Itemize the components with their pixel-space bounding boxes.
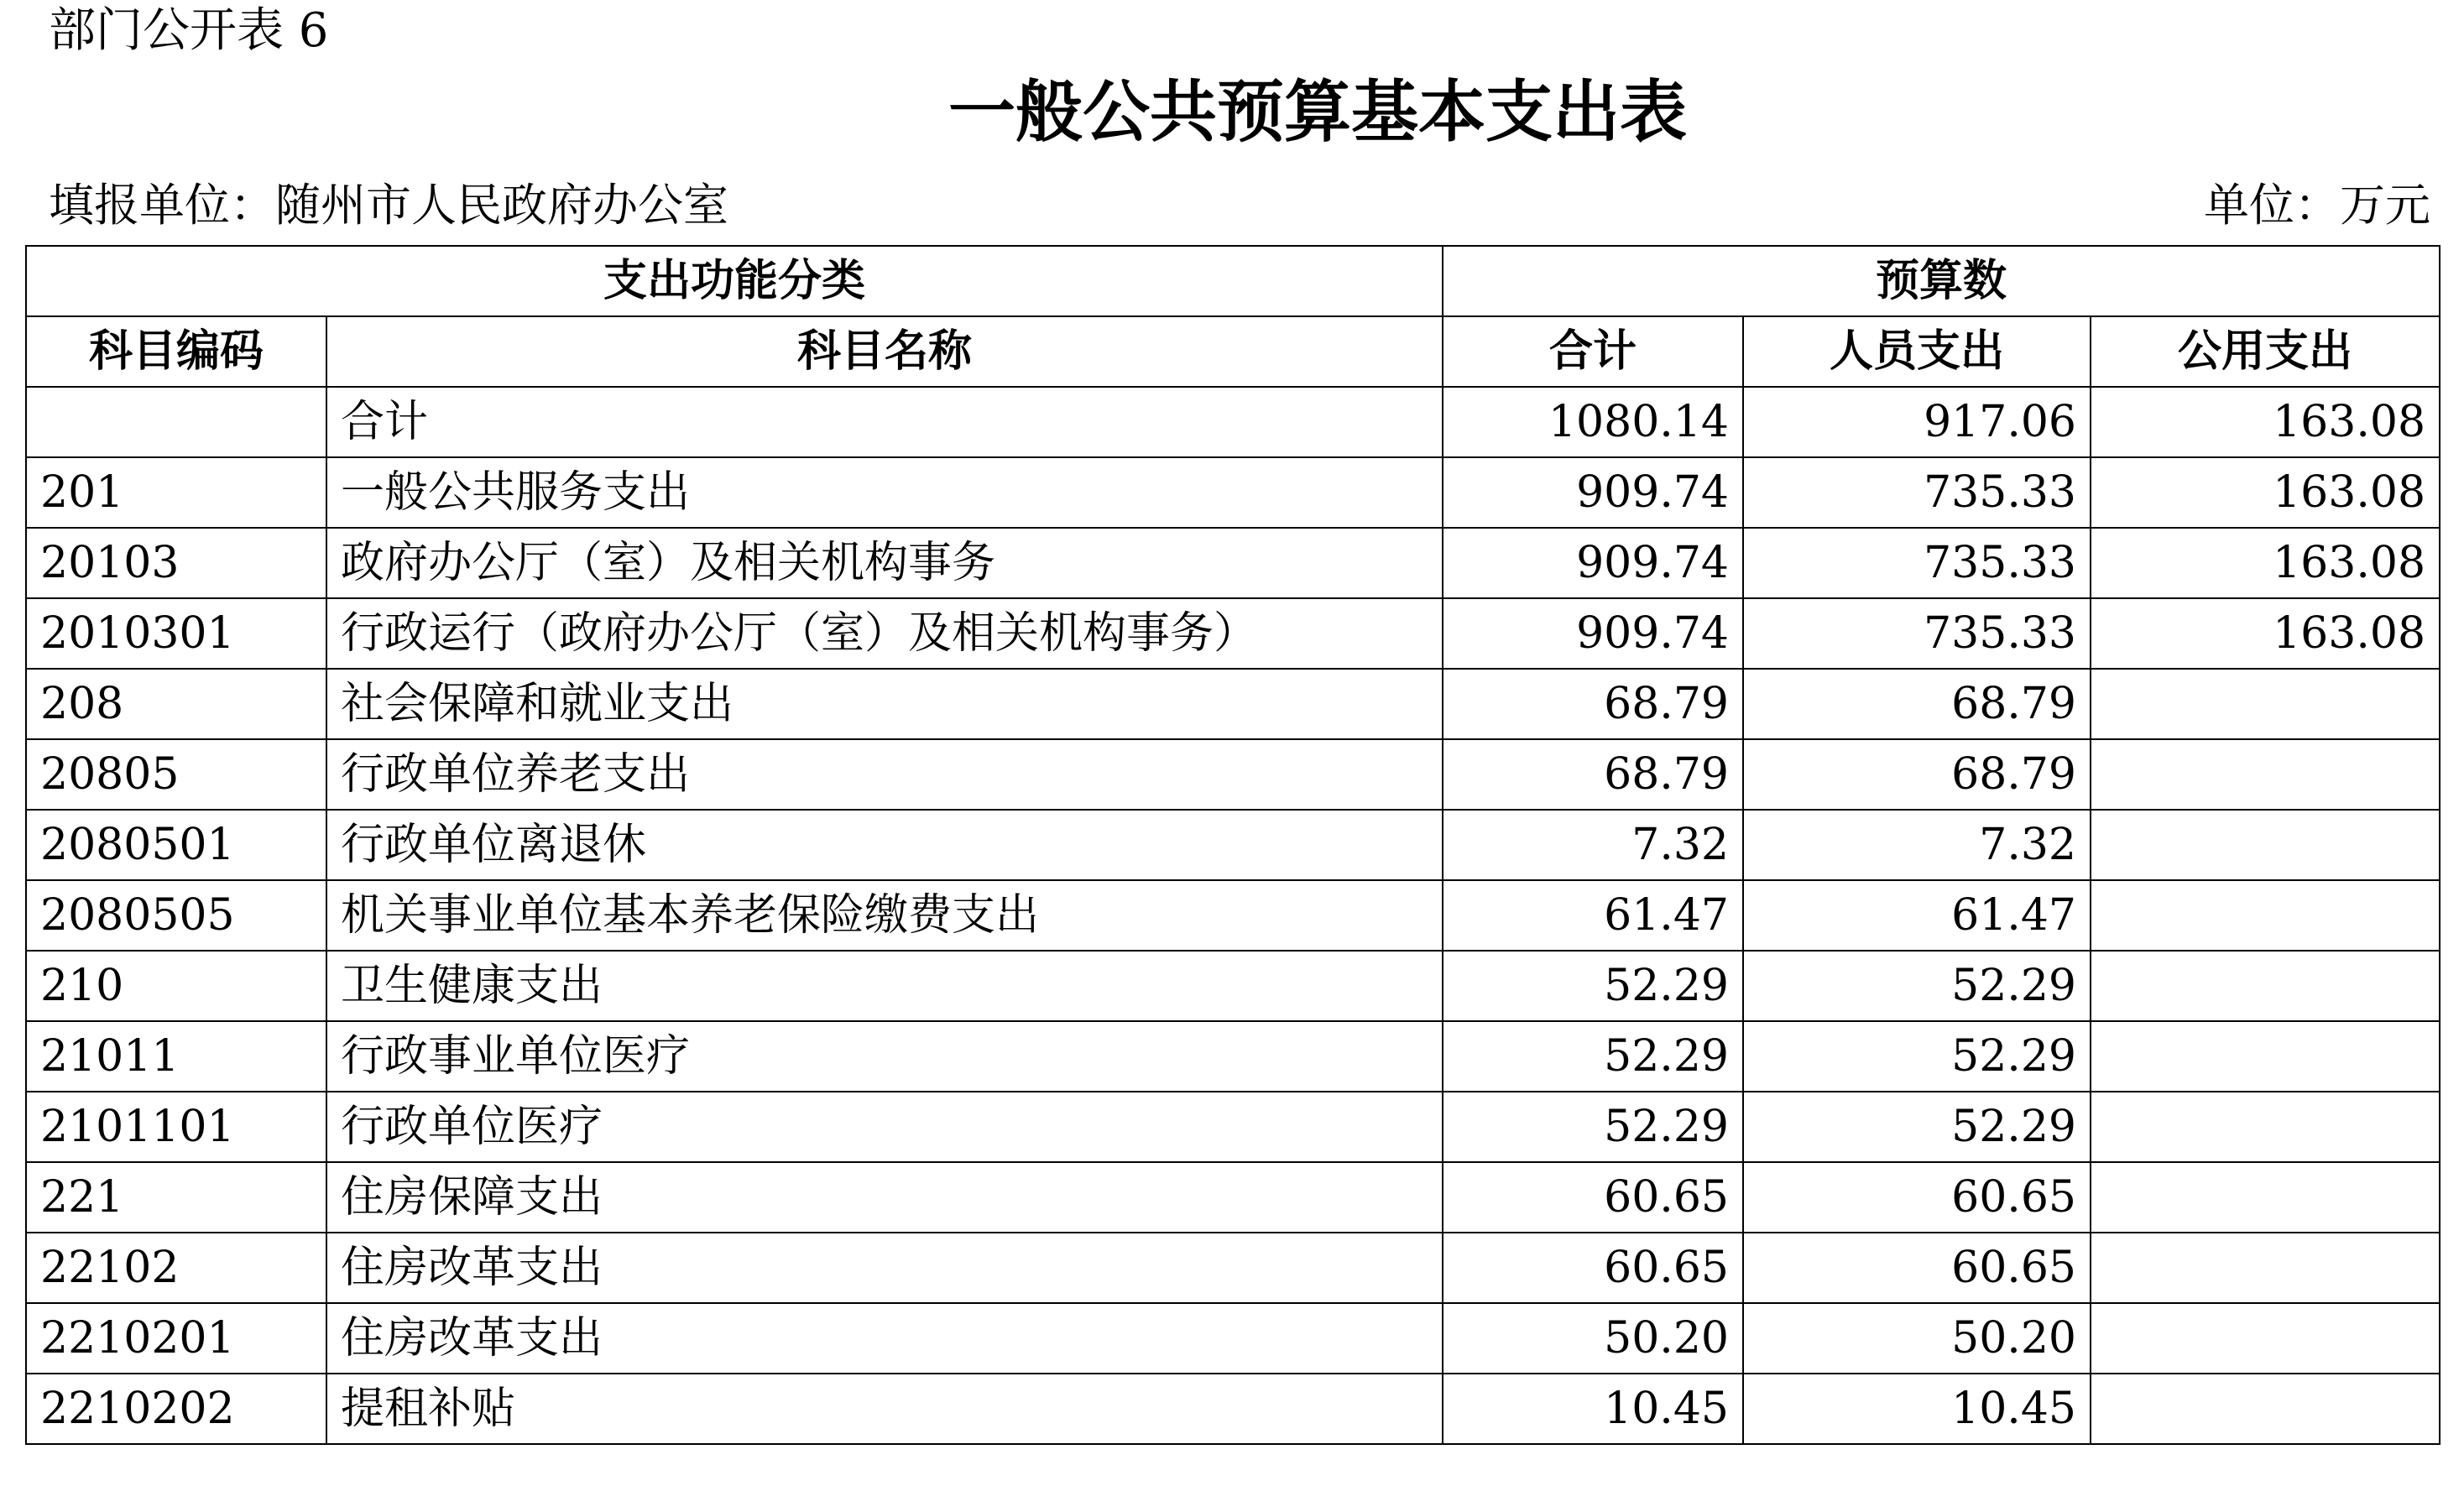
- personnel-column-header: 人员支出: [1743, 316, 2091, 387]
- row-code-cell: 2010301: [26, 598, 326, 669]
- row-total-cell: 60.65: [1443, 1233, 1743, 1303]
- total-column-header: 合计: [1443, 316, 1743, 387]
- row-public-cell: 163.08: [2091, 598, 2440, 669]
- budget-table: [25, 245, 2441, 1445]
- table-row: [26, 810, 2440, 880]
- row-name-cell: 行政单位养老支出: [326, 739, 1443, 810]
- row-name-cell: 行政单位医疗: [326, 1092, 1443, 1162]
- function-class-header: 支出功能分类: [26, 246, 1443, 316]
- row-total-cell: 60.65: [1443, 1162, 1743, 1233]
- row-name-cell: 合计: [326, 387, 1443, 457]
- table-row: [26, 387, 2440, 457]
- row-total-cell: 52.29: [1443, 1021, 1743, 1092]
- row-personnel-cell: 735.33: [1743, 528, 2091, 598]
- row-name-cell: 一般公共服务支出: [326, 457, 1443, 528]
- column-header-row: [26, 316, 2440, 387]
- row-personnel-cell: 52.29: [1743, 1021, 2091, 1092]
- row-code-cell: [26, 387, 326, 457]
- table-row: [26, 1092, 2440, 1162]
- document-label: 部门公开表 6: [49, 3, 329, 58]
- row-total-cell: 1080.14: [1443, 387, 1743, 457]
- row-personnel-cell: 917.06: [1743, 387, 2091, 457]
- row-personnel-cell: 52.29: [1743, 1092, 2091, 1162]
- row-public-cell: 163.08: [2091, 528, 2440, 598]
- row-total-cell: 909.74: [1443, 457, 1743, 528]
- row-code-cell: 20805: [26, 739, 326, 810]
- row-name-cell: 卫生健康支出: [326, 951, 1443, 1021]
- row-personnel-cell: 68.79: [1743, 739, 2091, 810]
- row-public-cell: 163.08: [2091, 387, 2440, 457]
- row-name-cell: 行政运行（政府办公厅（室）及相关机构事务）: [326, 598, 1443, 669]
- row-total-cell: 68.79: [1443, 669, 1743, 739]
- row-total-cell: 909.74: [1443, 598, 1743, 669]
- row-total-cell: 10.45: [1443, 1374, 1743, 1444]
- row-personnel-cell: 7.32: [1743, 810, 2091, 880]
- row-personnel-cell: 52.29: [1743, 951, 2091, 1021]
- row-name-cell: 住房改革支出: [326, 1233, 1443, 1303]
- row-total-cell: 68.79: [1443, 739, 1743, 810]
- row-public-cell: 163.08: [2091, 457, 2440, 528]
- budget-amount-header: 预算数: [1443, 246, 2440, 316]
- table-row: [26, 528, 2440, 598]
- table-body: [26, 246, 2440, 1444]
- filler-unit: 填报单位：随州市人民政府办公室: [49, 179, 728, 232]
- public-column-header: 公用支出: [2091, 316, 2440, 387]
- row-code-cell: 2210201: [26, 1303, 326, 1374]
- row-name-cell: 住房保障支出: [326, 1162, 1443, 1233]
- row-personnel-cell: 60.65: [1743, 1162, 2091, 1233]
- row-personnel-cell: 68.79: [1743, 669, 2091, 739]
- row-code-cell: 20103: [26, 528, 326, 598]
- table-row: [26, 457, 2440, 528]
- row-total-cell: 61.47: [1443, 880, 1743, 951]
- row-personnel-cell: 735.33: [1743, 457, 2091, 528]
- row-total-cell: 909.74: [1443, 528, 1743, 598]
- row-public-cell: [2091, 1233, 2440, 1303]
- row-code-cell: 208: [26, 669, 326, 739]
- table-row: [26, 1233, 2440, 1303]
- row-personnel-cell: 61.47: [1743, 880, 2091, 951]
- table-row: [26, 880, 2440, 951]
- row-code-cell: 2210202: [26, 1374, 326, 1444]
- table-row: [26, 1303, 2440, 1374]
- row-name-cell: 住房改革支出: [326, 1303, 1443, 1374]
- page-title: 一般公共预算基本支出表: [948, 73, 1687, 151]
- table-row: [26, 951, 2440, 1021]
- row-total-cell: 52.29: [1443, 1092, 1743, 1162]
- row-name-cell: 社会保障和就业支出: [326, 669, 1443, 739]
- row-public-cell: [2091, 810, 2440, 880]
- row-public-cell: [2091, 1092, 2440, 1162]
- row-name-cell: 提租补贴: [326, 1374, 1443, 1444]
- row-code-cell: 201: [26, 457, 326, 528]
- row-public-cell: [2091, 1374, 2440, 1444]
- row-code-cell: 2080505: [26, 880, 326, 951]
- row-public-cell: [2091, 1162, 2440, 1233]
- table-row: [26, 598, 2440, 669]
- row-public-cell: [2091, 951, 2440, 1021]
- row-personnel-cell: 60.65: [1743, 1233, 2091, 1303]
- row-total-cell: 7.32: [1443, 810, 1743, 880]
- name-column-header: 科目名称: [326, 316, 1443, 387]
- row-name-cell: 机关事业单位基本养老保险缴费支出: [326, 880, 1443, 951]
- row-public-cell: [2091, 739, 2440, 810]
- row-name-cell: 政府办公厅（室）及相关机构事务: [326, 528, 1443, 598]
- row-total-cell: 52.29: [1443, 951, 1743, 1021]
- group-header-row: [26, 246, 2440, 316]
- row-code-cell: 210: [26, 951, 326, 1021]
- row-name-cell: 行政事业单位医疗: [326, 1021, 1443, 1092]
- row-personnel-cell: 10.45: [1743, 1374, 2091, 1444]
- row-code-cell: 22102: [26, 1233, 326, 1303]
- row-public-cell: [2091, 1021, 2440, 1092]
- row-personnel-cell: 50.20: [1743, 1303, 2091, 1374]
- table-row: [26, 739, 2440, 810]
- row-code-cell: 2101101: [26, 1092, 326, 1162]
- row-public-cell: [2091, 669, 2440, 739]
- table-row: [26, 1162, 2440, 1233]
- code-column-header: 科目编码: [26, 316, 326, 387]
- table-row: [26, 1021, 2440, 1092]
- row-code-cell: 21011: [26, 1021, 326, 1092]
- row-public-cell: [2091, 880, 2440, 951]
- currency-unit: 单位：万元: [2204, 179, 2430, 232]
- row-name-cell: 行政单位离退休: [326, 810, 1443, 880]
- table-row: [26, 669, 2440, 739]
- table-row: [26, 1374, 2440, 1444]
- row-code-cell: 2080501: [26, 810, 326, 880]
- row-total-cell: 50.20: [1443, 1303, 1743, 1374]
- row-personnel-cell: 735.33: [1743, 598, 2091, 669]
- row-public-cell: [2091, 1303, 2440, 1374]
- row-code-cell: 221: [26, 1162, 326, 1233]
